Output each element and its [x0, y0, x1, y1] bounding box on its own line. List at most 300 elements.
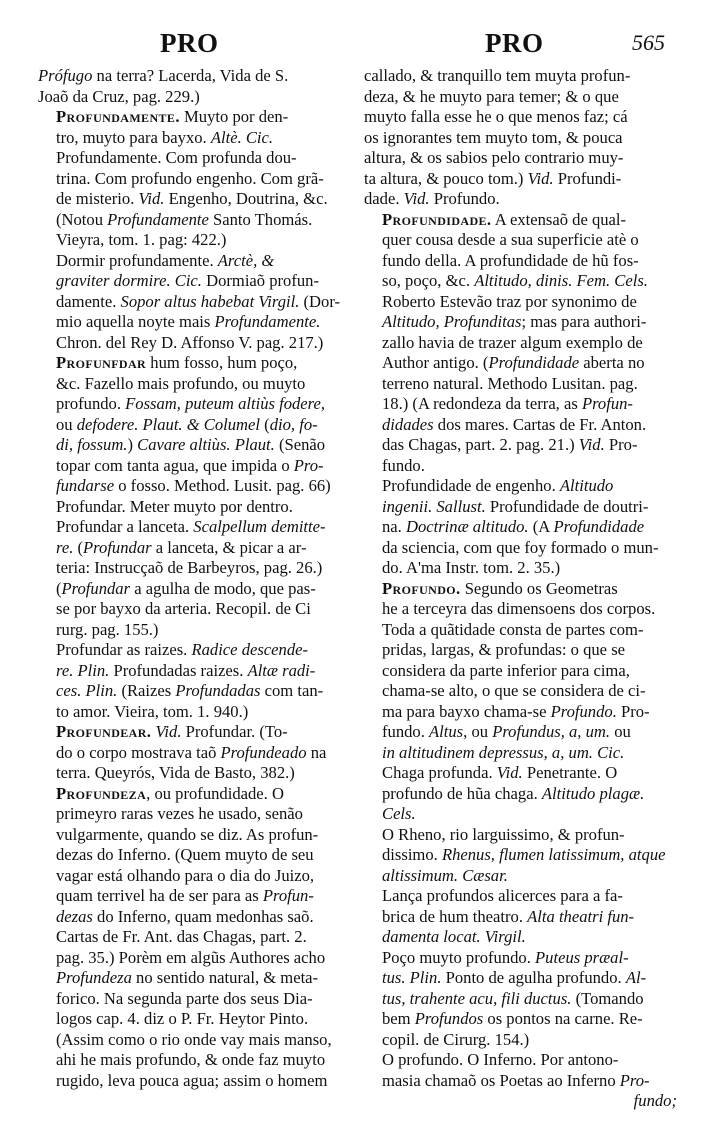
latin-or-emphasis: Profundidade — [553, 517, 645, 536]
text-line — [364, 681, 677, 702]
dictionary-entry — [38, 251, 348, 354]
text-line — [38, 927, 348, 948]
dictionary-entry — [364, 210, 677, 477]
text-line — [364, 169, 677, 190]
text-line — [38, 230, 348, 251]
text-segment: Profundidade de doutri- — [485, 496, 649, 516]
text-segment: Profundar a lanceta. — [56, 517, 194, 536]
text-segment: Profundar as raizes. — [56, 640, 192, 659]
text-line — [364, 886, 677, 907]
text-line — [364, 107, 677, 128]
text-line — [38, 312, 348, 333]
latin-or-emphasis: Cels. — [382, 804, 416, 823]
text-line — [364, 538, 677, 559]
latin-or-emphasis: Rhenus, flumen latissimum, atque — [441, 845, 666, 864]
text-segment: (Raizes — [117, 681, 176, 700]
dictionary-entry — [364, 886, 677, 948]
text-segment: A extensaõ de qual- — [491, 209, 627, 229]
latin-or-emphasis: Scalpellum demitte- — [193, 517, 326, 536]
text-segment: Joaõ da Cruz, pag. 229.) — [38, 86, 200, 106]
text-line — [38, 1050, 348, 1071]
text-segment: na. — [382, 517, 406, 536]
latin-or-emphasis: Altitudo plagæ. — [541, 783, 645, 803]
dictionary-entry — [38, 722, 348, 784]
latin-or-emphasis: Vid. — [527, 168, 554, 188]
text-line — [38, 804, 348, 825]
text-segment: &c. Fazello mais profundo, ou muyto — [56, 373, 306, 393]
latin-or-emphasis: Radice descende- — [191, 640, 309, 659]
text-segment: os pontos na carne. Re- — [483, 1009, 643, 1028]
text-segment: a agulha de modo, que pas- — [130, 578, 316, 598]
text-line — [364, 743, 677, 764]
text-segment: do o corpo mostrava taõ — [56, 742, 221, 762]
dictionary-entry — [38, 640, 348, 722]
latin-or-emphasis: Al- — [625, 968, 647, 987]
dictionary-entry — [364, 579, 677, 764]
text-line — [38, 66, 348, 87]
text-segment: bem — [382, 1009, 415, 1028]
text-line — [38, 292, 348, 313]
text-segment: aberta no — [579, 353, 645, 372]
text-segment: Santo Thomás. — [208, 209, 313, 229]
text-line — [364, 620, 677, 641]
text-line — [364, 1071, 677, 1092]
text-segment: quer cousa desde a sua superficie atè o — [382, 230, 639, 249]
latin-or-emphasis: Altitudo, Profunditas — [382, 312, 522, 331]
text-line — [38, 1009, 348, 1030]
text-segment: Profundo. — [429, 189, 500, 208]
text-line — [38, 579, 348, 600]
text-segment: forico. Na segunda parte dos seus Dia- — [56, 988, 313, 1008]
text-line — [38, 374, 348, 395]
latin-or-emphasis: Vid. — [138, 189, 165, 208]
text-segment: considera da parte inferior para cima, — [382, 660, 630, 680]
dictionary-entry — [364, 66, 677, 210]
text-segment: profundo de hũa chaga. — [382, 783, 542, 803]
text-line — [364, 968, 677, 989]
text-line — [38, 538, 348, 559]
latin-or-emphasis: re. — [56, 537, 74, 557]
dictionary-entry — [364, 763, 677, 825]
latin-or-emphasis: tus, trahente acu, fili ductus. — [382, 988, 572, 1008]
text-segment: Poço muyto profundo. — [382, 947, 536, 967]
text-line — [38, 743, 348, 764]
text-segment: Profundadas raizes. — [109, 660, 248, 680]
text-line — [364, 394, 677, 415]
text-segment: do Inferno, quam medonhas saõ. — [92, 906, 314, 926]
latin-or-emphasis: Profundidade — [488, 353, 580, 372]
text-segment: Toda a quãtidade consta de partes com- — [382, 619, 644, 639]
headword: Profundamente. — [56, 107, 180, 126]
text-segment: (A — [528, 517, 554, 536]
text-segment: Dormir profundamente. — [56, 250, 218, 270]
text-line — [38, 189, 348, 210]
latin-or-emphasis: Prófugo — [38, 66, 93, 85]
page-header — [0, 28, 709, 62]
text-segment: Profundamente. Com profunda dou- — [56, 148, 297, 167]
text-segment: primeyro raras vezes he usado, senão — [56, 804, 303, 823]
text-line — [364, 907, 677, 928]
dictionary-entry — [38, 353, 348, 497]
latin-or-emphasis: Profundeza — [56, 968, 132, 987]
text-segment: rurg. pag. 155.) — [56, 619, 159, 639]
latin-or-emphasis: Profundadas — [175, 681, 261, 700]
dictionary-entry — [38, 66, 348, 107]
text-segment: O profundo. O Inferno. Por antono- — [382, 1050, 619, 1069]
text-segment: ( — [260, 414, 270, 434]
text-line — [364, 189, 677, 210]
latin-or-emphasis: Altitudo — [559, 476, 614, 495]
text-line — [38, 763, 348, 784]
latin-or-emphasis: dezas — [56, 906, 93, 926]
text-segment: fundo. — [382, 455, 425, 475]
text-line — [364, 558, 677, 579]
text-segment: fundo della. A profundidade de hũ fos- — [382, 250, 639, 270]
text-segment: da sciencia, com que foy formado o mun- — [382, 537, 659, 557]
dictionary-entry — [38, 784, 348, 1092]
text-line — [364, 312, 677, 333]
catchword: fundo; — [633, 1091, 677, 1110]
text-line — [364, 763, 677, 784]
text-line — [364, 784, 677, 805]
text-segment: topar com tanta agua, que impida o — [56, 455, 294, 475]
text-segment: Engenho, Doutrina, &c. — [164, 189, 328, 208]
text-segment: ) — [127, 435, 138, 454]
text-segment: hum fosso, hum poço, — [146, 353, 298, 372]
text-segment: Ponto de agulha profundo. — [441, 968, 626, 987]
text-segment: he a terceyra das dimensoens dos corpos. — [382, 599, 656, 618]
text-segment: Profundar. (To- — [181, 722, 288, 741]
text-line — [38, 845, 348, 866]
text-segment: ahi he mais profundo, & onde faz muyto — [56, 1050, 326, 1069]
latin-or-emphasis: Profun- — [262, 886, 314, 905]
latin-or-emphasis: Vid. — [403, 189, 430, 208]
text-line — [38, 435, 348, 456]
latin-or-emphasis: graviter dormire. Cic. — [56, 271, 202, 290]
text-line — [38, 702, 348, 723]
text-segment: na — [306, 742, 327, 762]
text-segment: Chron. del Rey D. Affonso V. pag. 217.) — [56, 332, 324, 352]
text-segment: ( — [56, 578, 62, 598]
text-segment: (Senão — [274, 435, 326, 454]
text-segment: a lanceta, & picar a ar- — [151, 537, 307, 557]
headword: Profundo. — [382, 578, 461, 598]
text-segment: o fosso. Method. Lusit. pag. 66) — [114, 476, 331, 495]
latin-or-emphasis: Profundos — [414, 1009, 484, 1028]
dictionary-entry — [38, 107, 348, 148]
text-segment: brica de hum theatro. — [382, 906, 528, 926]
text-line — [364, 1050, 677, 1071]
text-segment: Profundar. Meter muyto por dentro. — [56, 496, 293, 516]
latin-or-emphasis: Alta theatri fun- — [527, 906, 635, 926]
latin-or-emphasis: Profun- — [581, 394, 633, 413]
text-line — [38, 353, 348, 374]
text-segment: mio aquella noyte mais — [56, 312, 215, 331]
text-line — [38, 989, 348, 1010]
text-line — [38, 517, 348, 538]
text-line — [364, 825, 677, 846]
text-segment: Segundo os Geometras — [460, 578, 618, 598]
latin-or-emphasis: Profundamente. — [214, 312, 321, 331]
text-segment: Chaga profunda. — [382, 763, 497, 782]
latin-or-emphasis: di, fossum. — [56, 435, 128, 454]
latin-or-emphasis: Sopor altus habebat Virgil. — [120, 291, 300, 311]
text-line — [38, 1030, 348, 1051]
text-segment: rugido, leva pouca agua; assim o homem — [56, 1070, 328, 1090]
text-segment: deza, & he muyto para temer; & o que — [364, 86, 619, 106]
latin-or-emphasis: Profundar — [83, 537, 152, 557]
text-line — [38, 866, 348, 887]
text-line — [364, 845, 677, 866]
text-segment: O Rheno, rio larguissimo, & profun- — [382, 824, 625, 844]
running-head-right: PRO — [485, 28, 544, 58]
text-segment: (Dor- — [299, 291, 341, 311]
text-line — [38, 107, 348, 128]
latin-or-emphasis: Profundus, a, um. — [492, 722, 611, 741]
text-segment: Roberto Estevão traz por synonimo de — [382, 291, 637, 311]
text-segment: quam terrivel ha de ser para as — [56, 886, 263, 905]
text-line — [364, 866, 677, 887]
dictionary-entry — [38, 148, 348, 251]
latin-or-emphasis: re. Plin. — [56, 660, 110, 680]
text-segment: terreno natural. Methodo Lusitan. pag. — [382, 373, 638, 393]
text-line — [364, 456, 677, 477]
dictionary-entry — [364, 825, 677, 887]
text-segment: no sentido natural, & meta- — [131, 968, 319, 987]
text-line — [364, 599, 677, 620]
text-segment: das Chagas, part. 2. pag. 21.) — [382, 435, 579, 454]
text-segment: dos mares. Cartas de Fr. Anton. — [433, 414, 647, 434]
text-segment: fundo. — [382, 722, 430, 741]
text-segment: logos cap. 4. diz o P. Fr. Heytor Pinto. — [56, 1009, 309, 1028]
left-column — [38, 66, 348, 1091]
latin-or-emphasis: ingenii. Sallust. — [382, 496, 486, 516]
latin-or-emphasis: ces. Plin. — [56, 681, 118, 700]
latin-or-emphasis: Profundeado — [220, 742, 307, 762]
text-line — [364, 66, 677, 87]
text-line — [38, 271, 348, 292]
latin-or-emphasis: Altè. Cic. — [210, 127, 274, 147]
text-line — [38, 825, 348, 846]
latin-or-emphasis: Pro- — [293, 455, 324, 475]
latin-or-emphasis: dio, fo- — [269, 414, 318, 434]
text-segment: tro, muyto para bayxo. — [56, 127, 211, 147]
headword: Profundeza — [56, 783, 147, 803]
text-line — [38, 415, 348, 436]
headword: Profundidade. — [382, 209, 492, 229]
text-line — [364, 230, 677, 251]
text-segment: zallo havia de trazer algum exemplo de — [382, 332, 643, 352]
text-line — [38, 210, 348, 231]
text-segment: ta altura, & pouco tom.) — [364, 168, 528, 188]
latin-or-emphasis: Profundar — [61, 578, 131, 598]
dictionary-entry — [364, 948, 677, 1051]
text-line — [364, 661, 677, 682]
text-line — [364, 804, 677, 825]
text-segment: Dormiaõ profun- — [201, 271, 320, 290]
latin-or-emphasis: Fossam, puteum altiùs fodere, — [125, 394, 326, 413]
text-line — [364, 148, 677, 169]
text-line — [38, 148, 348, 169]
text-line — [38, 640, 348, 661]
text-line — [364, 292, 677, 313]
text-segment: os ignorantes tem muyto tom, & pouca — [364, 127, 623, 147]
latin-or-emphasis: in altitudinem depressus, a, um. Cic. — [382, 742, 625, 762]
latin-or-emphasis: Profundamente — [107, 209, 209, 229]
text-segment: na terra? Lacerda, Vida de S. — [92, 66, 289, 85]
text-line — [38, 948, 348, 969]
text-segment: Lança profundos alicerces para a fa- — [382, 886, 623, 905]
text-segment: (Notou — [56, 209, 108, 229]
text-line — [364, 374, 677, 395]
text-segment: do. A'ma Instr. tom. 2. 35.) — [382, 558, 561, 577]
text-segment: trina. Com profundo engenho. Com grã- — [56, 168, 324, 188]
text-line — [38, 251, 348, 272]
text-line — [364, 435, 677, 456]
text-line — [364, 640, 677, 661]
text-segment: (Tomando — [571, 988, 644, 1008]
page-number: 565 — [632, 30, 665, 55]
text-segment: Profundidade de engenho. — [382, 476, 560, 495]
text-segment: muyto falla esse he o que menos faz; cá — [364, 107, 628, 126]
latin-or-emphasis: Vid. — [578, 435, 605, 454]
text-segment: ; mas para authori- — [521, 312, 647, 331]
text-line — [38, 169, 348, 190]
text-line — [38, 661, 348, 682]
text-segment: , ou profundidade. O — [146, 783, 284, 803]
text-line — [364, 1030, 677, 1051]
text-line — [364, 271, 677, 292]
text-segment: se por bayxo da arteria. Recopil. de Ci — [56, 599, 311, 618]
dictionary-entry — [38, 497, 348, 641]
text-segment: vulgarmente, quando se diz. As profun- — [56, 824, 319, 844]
text-segment: dade. — [364, 189, 404, 208]
latin-or-emphasis: Profundo. — [550, 701, 617, 721]
latin-or-emphasis: Arctè, & — [217, 250, 275, 270]
text-line — [364, 353, 677, 374]
text-segment: Profundi- — [553, 168, 622, 188]
latin-or-emphasis: altissimum. Cæsar. — [382, 865, 508, 885]
latin-or-emphasis: Vid. — [155, 722, 182, 741]
text-line — [364, 497, 677, 518]
text-line — [364, 415, 677, 436]
text-segment: Pro- — [616, 701, 650, 721]
text-line — [38, 968, 348, 989]
text-segment: ou — [56, 414, 77, 434]
dictionary-entry — [364, 476, 677, 579]
text-segment: teria: Instrucçaõ de Barbeyros, pag. 26.) — [56, 558, 323, 577]
text-line — [38, 558, 348, 579]
text-segment: pag. 35.) Porèm em algũs Authores acho — [56, 947, 326, 967]
text-segment: Pro- — [604, 435, 638, 454]
text-segment: chama-se alto, o que se considera de ci- — [382, 681, 646, 700]
text-segment: ( — [73, 537, 84, 557]
latin-or-emphasis: fundarse — [56, 476, 115, 495]
text-line — [364, 989, 677, 1010]
text-segment: ma para bayxo chama-se — [382, 701, 551, 721]
text-segment: masia chamaõ os Poetas ao Inferno — [382, 1070, 620, 1090]
latin-or-emphasis: Altitudo, dinis. Fem. Cels. — [474, 271, 648, 290]
text-line — [38, 394, 348, 415]
text-segment: callado, & tranquillo tem muyta profun- — [364, 66, 631, 85]
dictionary-entry — [364, 1050, 677, 1091]
text-segment: altura, & os sabios pelo contrario muy- — [364, 148, 624, 167]
text-line — [38, 620, 348, 641]
text-segment: damente. — [56, 291, 121, 311]
text-segment: de misterio. — [56, 189, 139, 208]
text-line — [38, 497, 348, 518]
text-segment: copil. de Cirurg. 154.) — [382, 1029, 530, 1049]
text-segment: com tan- — [260, 681, 324, 700]
latin-or-emphasis: defodere. Plaut. & Columel — [76, 414, 261, 434]
text-line — [38, 681, 348, 702]
text-segment: Muyto por den- — [179, 107, 289, 126]
text-line — [364, 517, 677, 538]
text-line — [38, 907, 348, 928]
text-line — [38, 1071, 348, 1092]
text-segment: ou — [610, 722, 631, 741]
text-segment: pridas, largas, & profundas: o que se — [382, 640, 626, 659]
latin-or-emphasis: Cavare altiùs. Plaut. — [137, 435, 275, 454]
text-segment: terra. Queyrós, Vida de Basto, 382.) — [56, 763, 295, 782]
latin-or-emphasis: Pro- — [619, 1070, 650, 1090]
latin-or-emphasis: Altus — [429, 722, 464, 741]
text-line — [38, 456, 348, 477]
text-segment: , ou — [463, 722, 493, 741]
text-segment: 18.) (A redondeza da terra, as — [382, 394, 582, 413]
headword: Profundear. — [56, 722, 152, 741]
text-segment: dissimo. — [382, 845, 442, 864]
right-column — [364, 66, 677, 1112]
text-line — [364, 722, 677, 743]
text-line — [364, 579, 677, 600]
text-line — [364, 333, 677, 354]
text-line — [38, 784, 348, 805]
text-line — [38, 599, 348, 620]
text-line — [38, 87, 348, 108]
latin-or-emphasis: damenta locat. Virgil. — [382, 927, 526, 946]
text-line — [364, 128, 677, 149]
text-segment: to amor. Vieira, tom. 1. 940.) — [56, 701, 249, 721]
text-line — [364, 948, 677, 969]
text-segment: vagar está olhando para o dia do Juizo, — [56, 865, 315, 885]
latin-or-emphasis: Vid. — [496, 763, 523, 782]
running-head-left: PRO — [160, 28, 219, 58]
text-line — [38, 128, 348, 149]
text-segment: profundo. — [56, 394, 126, 413]
headword: Profunfdar — [56, 353, 147, 372]
text-segment: Author antigo. ( — [382, 353, 489, 372]
text-segment: so, poço, &c. — [382, 271, 475, 290]
text-line — [364, 1009, 677, 1030]
text-line — [364, 87, 677, 108]
text-segment: (Assim como o rio onde vay mais manso, — [56, 1029, 332, 1049]
latin-or-emphasis: Altæ radi- — [247, 660, 316, 680]
text-line — [38, 333, 348, 354]
latin-or-emphasis: Puteus præal- — [535, 947, 629, 967]
text-segment: Cartas de Fr. Ant. das Chagas, part. 2. — [56, 927, 307, 946]
text-line — [364, 210, 677, 231]
text-segment: Vieyra, tom. 1. pag: 422.) — [56, 230, 227, 249]
text-line — [38, 886, 348, 907]
text-line — [364, 927, 677, 948]
text-line — [364, 702, 677, 723]
latin-or-emphasis: didades — [382, 414, 434, 434]
text-line — [38, 476, 348, 497]
latin-or-emphasis: Doctrinæ altitudo. — [405, 517, 529, 536]
latin-or-emphasis: tus. Plin. — [382, 968, 442, 987]
text-line — [38, 722, 348, 743]
